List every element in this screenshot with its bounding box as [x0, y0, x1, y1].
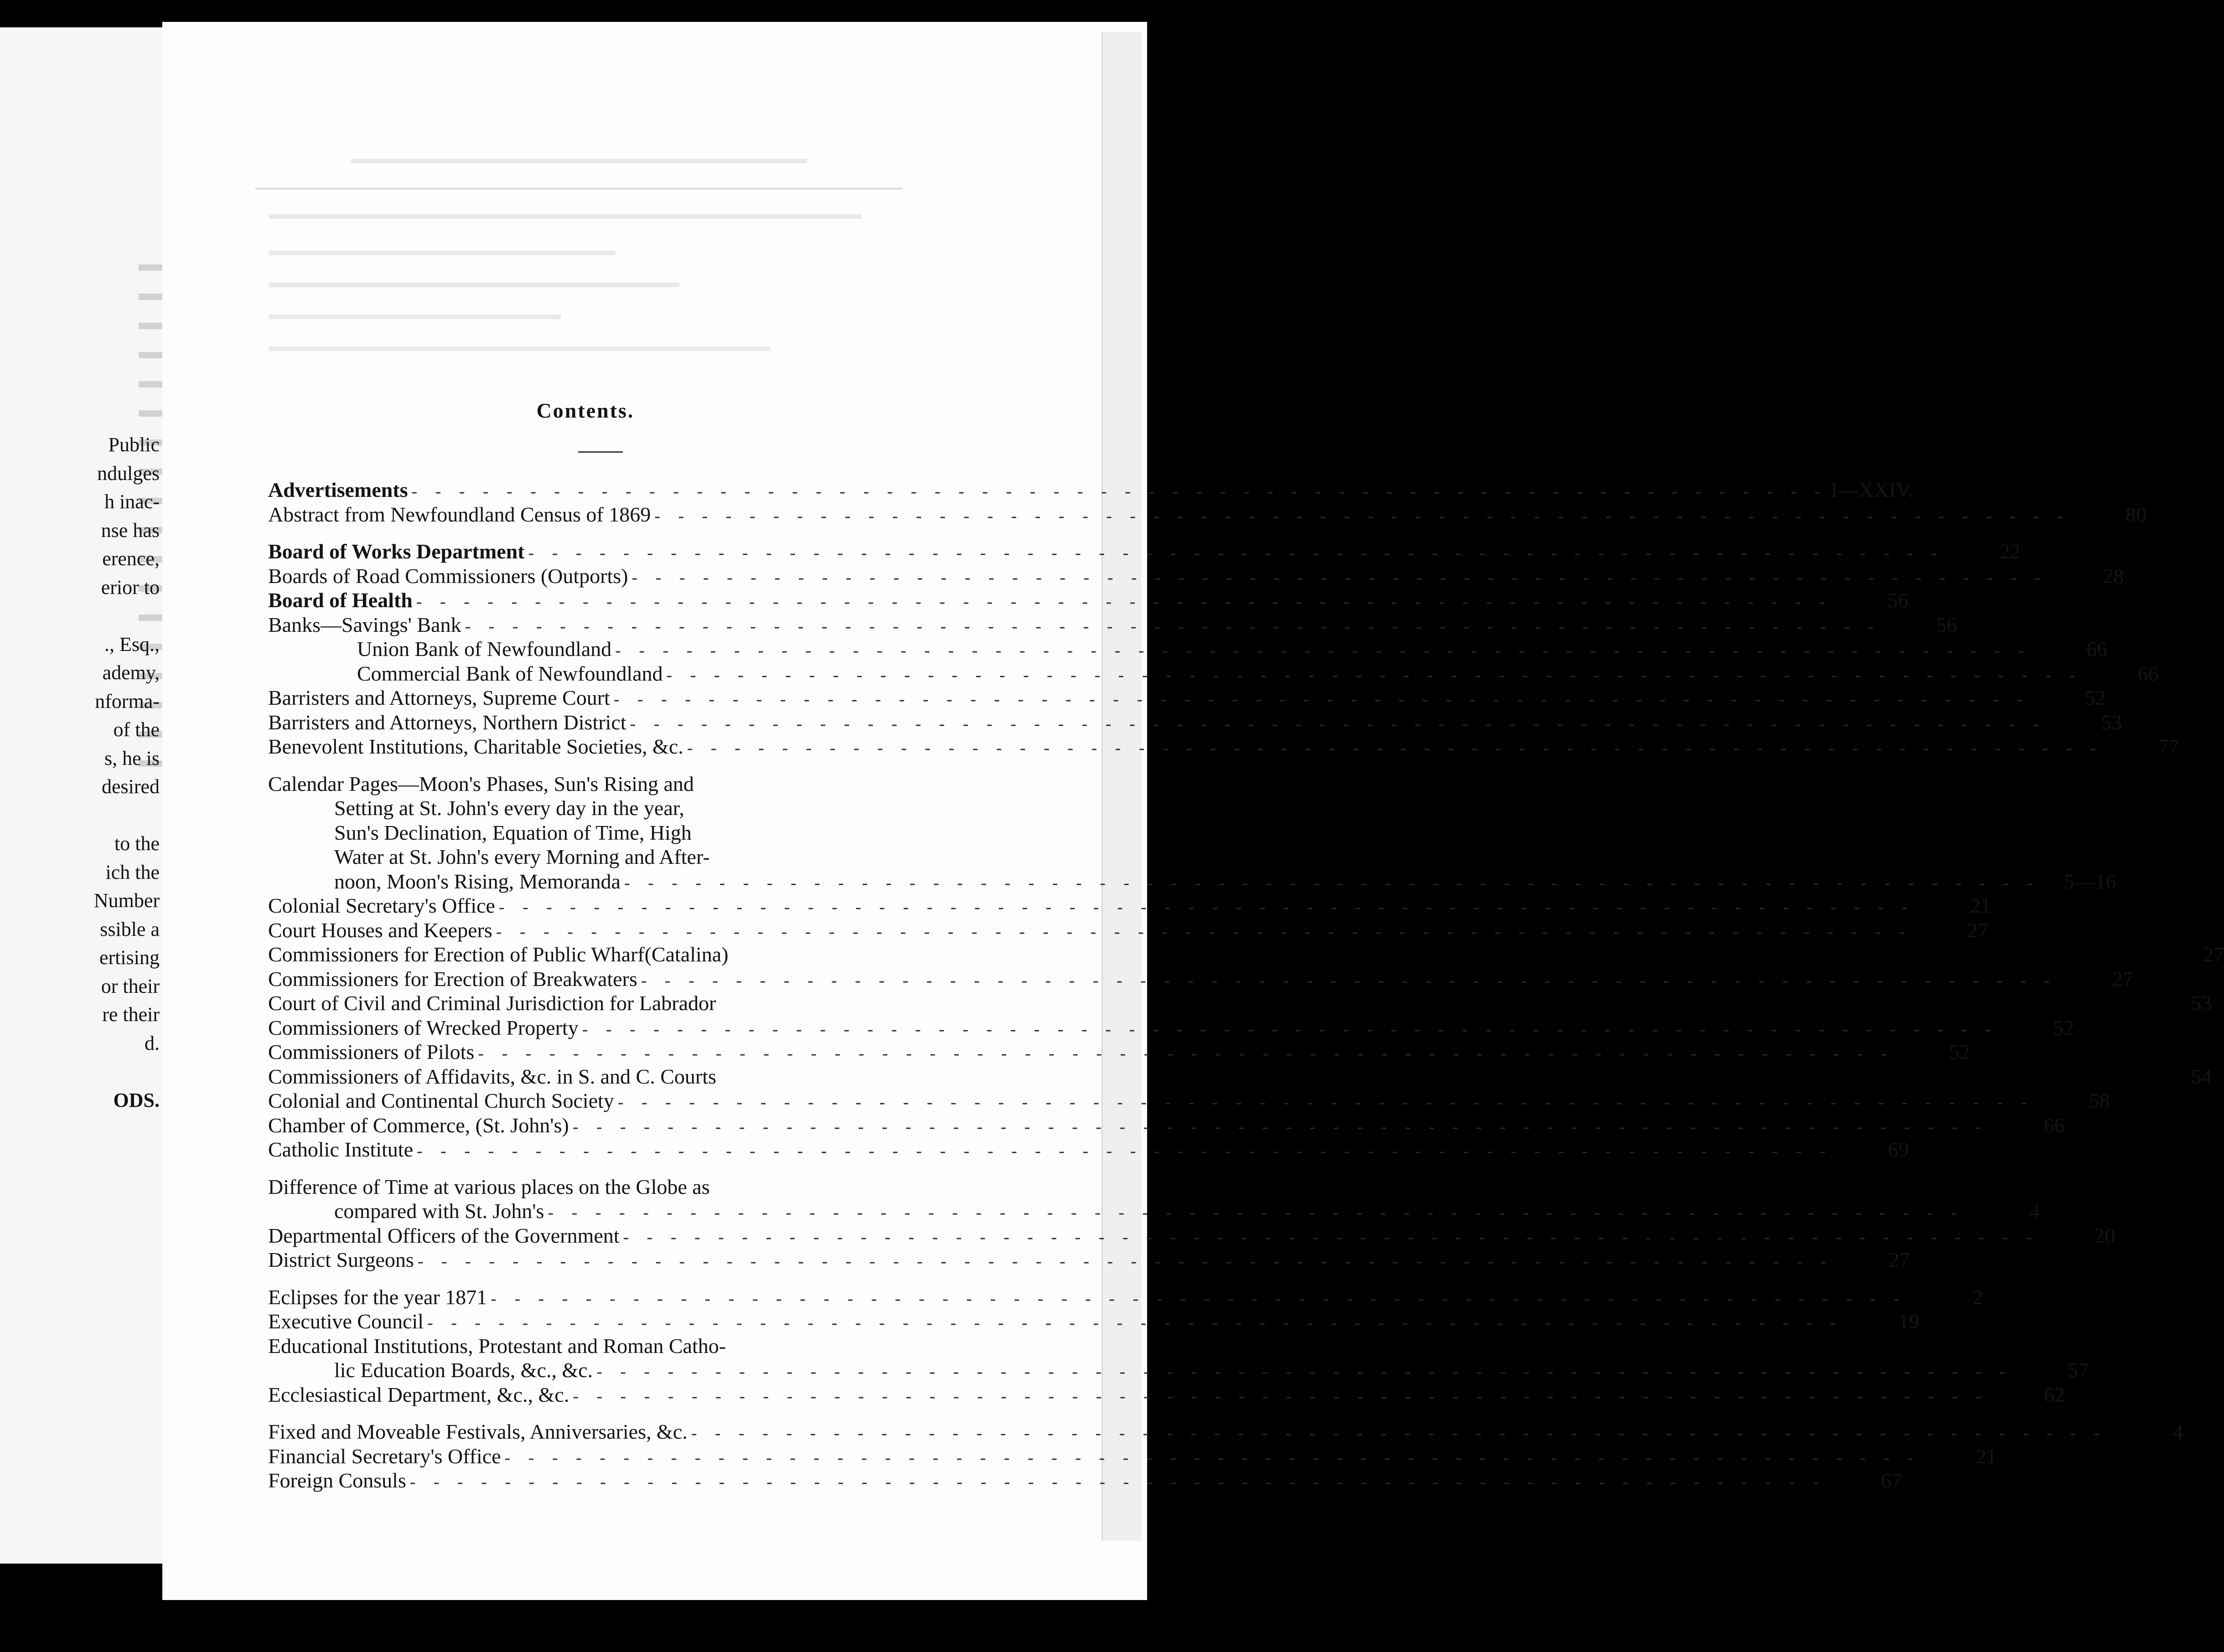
toc-entry: [268, 1444, 1997, 1470]
show-through-from-reverse: [255, 146, 903, 383]
left-page-fragment: re their: [102, 1003, 160, 1026]
toc-entry: [268, 991, 2212, 1017]
toc-entry: [268, 1383, 2065, 1408]
toc-entry-label: Catholic Institute: [268, 1138, 414, 1161]
left-page-fragment: nse has: [101, 519, 160, 542]
toc-entry-label: Abstract from Newfoundland Census of 1869: [268, 502, 651, 526]
toc-entry-page: 52: [1949, 1040, 1971, 1063]
dot-leader: - - - - - - - - - - - - - - - - - - - - - - - - - - - - - - - - - - - - - - - - - - - - - - - - - - - - - - - - - - - -: [528, 543, 1944, 563]
title-underline: [578, 451, 623, 453]
toc-entry: [268, 540, 2021, 565]
toc-entry-label: Educational Institutions, Protestant and Roman Catho-: [268, 1334, 726, 1358]
left-page-fragment: Public: [108, 434, 160, 456]
left-page-fragment: ., Esq.,: [104, 633, 160, 656]
contents-title: Contents.: [536, 399, 635, 422]
toc-entry: [268, 613, 1957, 638]
toc-entry-label: compared with St. John's: [334, 1199, 544, 1223]
dot-leader: - - - - - - - - - - - - - - - - - - - - - - - - - - - - - - - - - - - - - - - - - - - - - - - - - - - - - - - - - - - -: [498, 898, 1914, 917]
toc-entry-page: 2: [1972, 1285, 1983, 1309]
dot-leader: - - - - - - - - - - - - - - - - - - - - - - - - - - - - - - - - - - - - - - - - - - - - - - - - - - - - - - - - - - - -: [630, 714, 2046, 733]
toc-entry-page: 66: [2043, 1113, 2065, 1137]
dot-leader: - - - - - - - - - - - - - - - - - - - - - - - - - - - - - - - - - - - - - - - - - - - - - - - - - - - - - - - - - - - -: [596, 1362, 2012, 1381]
toc-entry: [268, 502, 2147, 528]
toc-entry-page: 21: [1976, 1444, 1997, 1468]
toc-entry-label: Advertisements: [268, 478, 408, 501]
left-page-fragment: erence,: [102, 547, 160, 570]
dot-leader: - - - - - - - - - - - - - - - - - - - - - - - - - - - - - - - - - - - - - - - - - - - - - - - - - - - - - - - - - - - -: [478, 1044, 1894, 1063]
left-page-fragment: [0, 602, 160, 630]
toc-entry: [268, 1335, 843, 1359]
toc-entry: [268, 1248, 1910, 1273]
left-page-fragment: ssible a: [100, 918, 160, 940]
left-page-fragment: ertising: [99, 946, 160, 969]
dot-leader: - - - - - - - - - - - - - - - - - - - - - - - - - - - - - - - - - - - - - - - - - - - - - - - - - - - - - - - - - - - -: [631, 568, 2048, 587]
dot-leader: - - - - - - - - - - - - - - - - - - - - - - - - - - - - - - - - - - - - - - - - - - - - - - - - - - - - - - - - - - - -: [687, 738, 2103, 758]
dot-leader: - - - - - - - - - - - - - - - - - - - - - - - - - - - - - - - - - - - - - - - - - - - - - - - - - - - - - - - - - - - -: [641, 971, 2057, 990]
section-gap: [268, 1273, 843, 1286]
toc-entry-page: 4: [2029, 1199, 2040, 1223]
dot-leader: - - - - - - - - - - - - - - - - - - - - - - - - - - - - - - - - - - - - - - - - - - - - - - - - - - - - - - - - - - - -: [615, 641, 2031, 660]
dot-leader: - - - - - - - - - - - - - - - - - - - - - - - - - - - - - - - - - - - - - - - - - - - - - - - - - - - - - - - - - - - -: [582, 1019, 1998, 1039]
section-gap: [268, 760, 843, 773]
toc-entry-page: 58: [2089, 1089, 2110, 1112]
toc-entry-label: Commercial Bank of Newfoundland: [357, 661, 663, 685]
toc-entry-page: 54: [2191, 1064, 2212, 1088]
toc-entry: [268, 967, 2133, 992]
toc-entry-label: Chamber of Commerce, (St. John's): [268, 1113, 569, 1137]
left-page-fragment: h inac-: [104, 490, 160, 513]
dot-leader: - - - - - - - - - - - - - - - - - - - - - - - - - - - - - - - - - - - - - - - - - - - - - - - - - - - - - - - - - - - -: [417, 1252, 1833, 1271]
toc-entry: [268, 735, 2179, 760]
toc-entry: [268, 1224, 2115, 1249]
toc-entry-label: Departmental Officers of the Government: [268, 1224, 620, 1247]
toc-entry: [268, 589, 1909, 614]
toc-entry: [268, 1016, 2074, 1041]
dot-leader: - - - - - - - - - - - - - - - - - - - - - - - - - - - - - - - - - - - - - - - - - - - - - - - - - - - - - - - - - - - -: [417, 1141, 1832, 1161]
toc-entry: [268, 1064, 2212, 1090]
toc-entry-page: 20: [2094, 1224, 2115, 1247]
left-page-fragment: ndulges: [97, 462, 160, 485]
facing-page-left: [0, 27, 168, 1564]
toc-entry-label: Benevolent Institutions, Charitable Societies, &c.: [268, 735, 683, 758]
toc-entry: [268, 1113, 2065, 1139]
dot-leader: - - - - - - - - - - - - - - - - - - - - - - - - - - - - - - - - - - - - - - - - - - - - - - - - - - - - - - - - - - - -: [427, 1313, 1843, 1332]
toc-entry-page: 21: [1970, 894, 1991, 917]
toc-entry-page: 53: [2191, 991, 2212, 1015]
left-page-fragment: Number: [93, 889, 160, 912]
dot-leader: - - - - - - - - - - - - - - - - - - - - - - - - - - - - - - - - - - - - - - - - - - - - - - - - - - - - - - - - - - - -: [573, 1386, 1989, 1406]
toc-entry-label: Union Bank of Newfoundland: [357, 637, 612, 661]
toc-entry: [268, 894, 1991, 919]
toc-entry-label: Barristers and Attorneys, Northern District: [268, 710, 626, 734]
toc-entry: [268, 1040, 1971, 1065]
dot-leader: - - - - - - - - - - - - - - - - - - - - - - - - - - - - - - - - - - - - - - - - - - - - - - - - - - - - - - - - - - - -: [411, 482, 1827, 501]
dot-leader: - - - - - - - - - - - - - - - - - - - - - - - - - - - - - - - - - - - - - - - - - - - - - - - - - - - - - - - - - - - -: [666, 665, 2082, 685]
toc-entry-label: Setting at St. John's every day in the year,: [334, 796, 684, 820]
left-page-fragment: [0, 1058, 160, 1086]
section-gap: [268, 1408, 843, 1420]
dot-leader: - - - - - - - - - - - - - - - - - - - - - - - - - - - - - - - - - - - - - - - - - - - - - - - - - - - - - - - - - - - -: [654, 506, 2070, 526]
toc-entry-label: Colonial and Continental Church Society: [268, 1089, 614, 1112]
toc-entry-page: 52: [2084, 686, 2106, 709]
toc-entry-label: Court Houses and Keepers: [268, 918, 492, 942]
toc-entry: [268, 943, 2224, 968]
left-page-fragment: to the: [114, 832, 160, 855]
toc-entry-label: Commissioners of Wrecked Property: [268, 1016, 579, 1039]
toc-entry: [268, 846, 843, 870]
toc-entry-page: 27: [2203, 943, 2224, 966]
toc-entry-page: 19: [1898, 1310, 1919, 1333]
section-gap: [268, 527, 843, 540]
toc-entry-label: Commissioners of Pilots: [268, 1040, 475, 1063]
toc-entry-page: 27: [1967, 918, 1988, 942]
toc-entry-label: District Surgeons: [268, 1248, 414, 1271]
toc-entry: [268, 1176, 843, 1200]
toc-entry: [268, 773, 843, 797]
left-page-fragment: nforma-: [95, 690, 160, 712]
dot-leader: - - - - - - - - - - - - - - - - - - - - - - - - - - - - - - - - - - - - - - - - - - - - - - - - - - - - - - - - - - - -: [496, 922, 1912, 941]
left-page-fragment: or their: [101, 975, 160, 997]
dot-leader: - - - - - - - - - - - - - - - - - - - - - - - - - - - - - - - - - - - - - - - - - - - - - - - - - - - - - - - - - - - -: [548, 1203, 1964, 1222]
toc-entry-label: Financial Secretary's Office: [268, 1444, 501, 1468]
dot-leader: - - - - - - - - - - - - - - - - - - - - - - - - - - - - - - - - - - - - - - - - - - - - - - - - - - - - - - - - - - - -: [691, 1424, 2107, 1443]
toc-entry: [268, 821, 843, 846]
toc-entry-label: lic Education Boards, &c., &c.: [334, 1358, 593, 1382]
toc-entry-label: Executive Council: [268, 1310, 424, 1333]
toc-entry-label: Commissioners for Erection of Breakwaters: [268, 967, 637, 991]
toc-entry: [268, 637, 2108, 662]
toc-entry: [268, 1310, 1919, 1335]
left-page-fragment: erior to: [101, 576, 160, 599]
dot-leader: - - - - - - - - - - - - - - - - - - - - - - - - - - - - - - - - - - - - - - - - - - - - - - - - - - - - - - - - - - - -: [617, 1093, 2033, 1112]
table-of-contents: [268, 478, 2224, 1494]
dot-leader: - - - - - - - - - - - - - - - - - - - - - - - - - - - - - - - - - - - - - - - - - - - - - - - - - - - - - - - - - - - -: [613, 690, 2029, 709]
toc-entry-page: 22: [1999, 540, 2021, 563]
toc-entry-label: Difference of Time at various places on the Globe as: [268, 1175, 710, 1198]
toc-entry-page: 28: [2103, 564, 2124, 588]
toc-entry-page: 53: [2101, 710, 2122, 734]
toc-entry: [268, 1469, 1902, 1494]
toc-entry-label: Fixed and Moveable Festivals, Anniversaries, &c.: [268, 1420, 688, 1443]
toc-entry-page: 27: [1888, 1248, 1910, 1271]
toc-entry-label: noon, Moon's Rising, Memoranda: [334, 869, 621, 893]
toc-entry: [268, 1089, 2110, 1114]
toc-entry-label: Calendar Pages—Moon's Phases, Sun's Rising and: [268, 772, 694, 795]
toc-entry-label: Boards of Road Commissioners (Outports): [268, 564, 628, 588]
left-page-fragment: s, he is: [104, 747, 160, 769]
toc-entry: [268, 1199, 2040, 1224]
toc-entry-label: Eclipses for the year 1871: [268, 1285, 487, 1309]
toc-entry-label: Board of Works Department: [268, 540, 525, 563]
toc-entry: [268, 686, 2106, 711]
toc-entry-page: 4: [2172, 1420, 2183, 1443]
toc-entry: [268, 797, 843, 821]
toc-entry-page: 56: [1887, 589, 1909, 612]
toc-entry-label: Court of Civil and Criminal Jurisdiction for Labrador: [268, 991, 716, 1015]
left-page-fragment: ODS.: [113, 1089, 160, 1111]
left-page-fragment: ademy,: [102, 661, 160, 684]
toc-entry-label: Sun's Declination, Equation of Time, High: [334, 821, 692, 844]
toc-entry-label: Board of Health: [268, 589, 413, 612]
toc-entry-page: 62: [2044, 1383, 2065, 1406]
toc-entry-label: Commissioners for Erection of Public Wharf(Catalina): [268, 943, 729, 966]
toc-entry: [268, 1138, 1909, 1163]
left-page-fragment: of the: [113, 718, 160, 741]
toc-entry-page: 66: [2137, 661, 2159, 685]
dot-leader: - - - - - - - - - - - - - - - - - - - - - - - - - - - - - - - - - - - - - - - - - - - - - - - - - - - - - - - - - - - -: [465, 616, 1881, 636]
section-gap: [268, 1163, 843, 1176]
toc-entry: [268, 1358, 2089, 1384]
toc-entry-page: 57: [2067, 1358, 2089, 1382]
toc-entry-page: 27: [2112, 967, 2133, 991]
dot-leader: - - - - - - - - - - - - - - - - - - - - - - - - - - - - - - - - - - - - - - - - - - - - - - - - - - - - - - - - - - - -: [416, 592, 1832, 611]
toc-entry: [268, 1285, 1983, 1311]
toc-entry-label: Ecclesiastical Department, &c., &c.: [268, 1383, 569, 1406]
toc-entry-page: 66: [2086, 637, 2108, 661]
toc-entry-label: Foreign Consuls: [268, 1469, 406, 1492]
toc-entry-label: Commissioners of Affidavits, &c. in S. and C. Courts: [268, 1064, 717, 1088]
dot-leader: - - - - - - - - - - - - - - - - - - - - - - - - - - - - - - - - - - - - - - - - - - - - - - - - - - - - - - - - - - - -: [409, 1472, 1826, 1492]
dot-leader: - - - - - - - - - - - - - - - - - - - - - - - - - - - - - - - - - - - - - - - - - - - - - - - - - - - - - - - - - - - -: [623, 1227, 2039, 1247]
toc-entry-page: 5—16: [2064, 869, 2116, 893]
toc-entry: [268, 564, 2124, 589]
toc-entry: [268, 869, 2116, 895]
left-page-text-fragments: [0, 431, 160, 1115]
dot-leader: - - - - - - - - - - - - - - - - - - - - - - - - - - - - - - - - - - - - - - - - - - - - - - - - - - - - - - - - - - - -: [504, 1448, 1920, 1467]
toc-entry: [268, 478, 1914, 503]
toc-entry-page: 67: [1881, 1469, 1902, 1492]
left-page-fragment: [0, 801, 160, 830]
left-page-fragment: ich the: [105, 861, 160, 883]
toc-entry: [268, 661, 2159, 687]
left-page-fragment: desired: [101, 775, 160, 798]
toc-entry-page: 56: [1936, 613, 1957, 636]
toc-entry-page: 77: [2158, 735, 2179, 758]
toc-entry: [268, 710, 2122, 736]
dot-leader: - - - - - - - - - - - - - - - - - - - - - - - - - - - - - - - - - - - - - - - - - - - - - - - - - - - - - - - - - - - -: [572, 1117, 1988, 1136]
toc-entry-page: 69: [1888, 1138, 1909, 1161]
toc-entry: [268, 1420, 2183, 1445]
toc-entry-label: Banks—Savings' Bank: [268, 613, 461, 636]
toc-entry-label: Colonial Secretary's Office: [268, 894, 495, 917]
toc-entry-page: 80: [2126, 502, 2147, 526]
toc-entry-label: Water at St. John's every Morning and After-: [334, 845, 710, 868]
dot-leader: - - - - - - - - - - - - - - - - - - - - - - - - - - - - - - - - - - - - - - - - - - - - - - - - - - - - - - - - - - - -: [624, 873, 2040, 893]
toc-entry-page: I—XXIV.: [1831, 478, 1914, 501]
left-page-fragment: d.: [145, 1032, 160, 1054]
toc-entry: [268, 918, 1988, 944]
dot-leader: - - - - - - - - - - - - - - - - - - - - - - - - - - - - - - - - - - - - - - - - - - - - - - - - - - - - - - - - - - - -: [491, 1289, 1907, 1308]
toc-entry-label: Barristers and Attorneys, Supreme Court: [268, 686, 610, 709]
toc-entry-page: 52: [2053, 1016, 2074, 1039]
